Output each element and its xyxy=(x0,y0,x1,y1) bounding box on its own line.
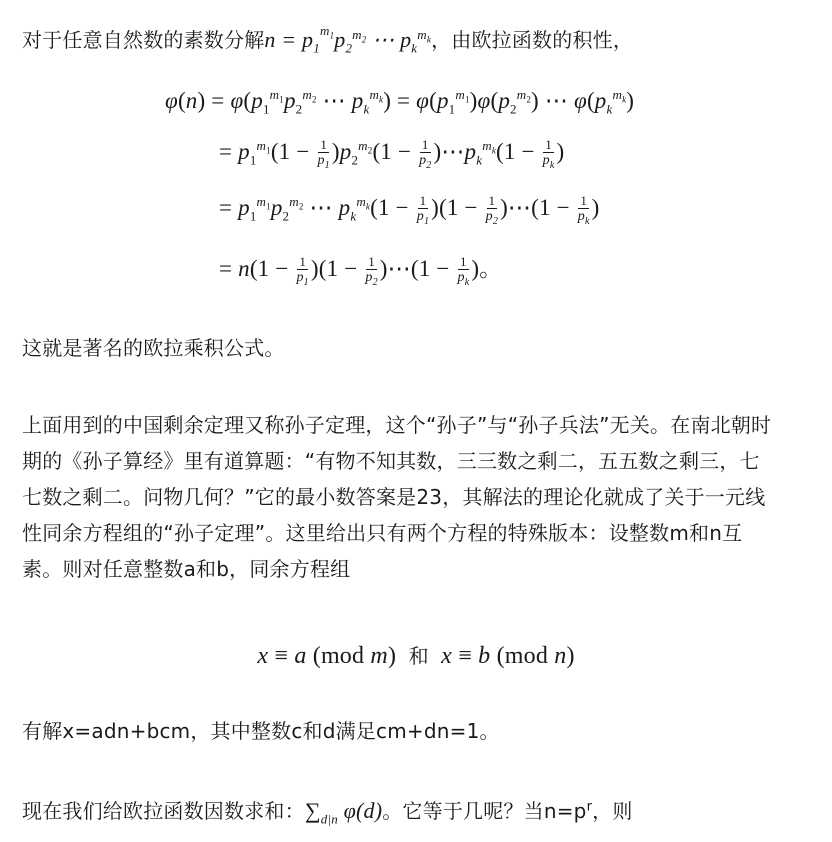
derivation-line-3: = $p_1^{m_1}p_2^{m_2}$ ⋯ $p_k^{m_k}(1$ − $\frac{1}{p_1}$ )(1 − $\frac{1}{p_2}$ )⋯(1 − $\frac{1}{p_k}$ ) xyxy=(219,193,600,227)
crt-paragraph xyxy=(22,407,812,587)
sum-exponent: r xyxy=(586,799,593,815)
crt-line-5: 素。则对任意整数a和b，同余方程组 xyxy=(22,557,351,581)
crt-line-1: 上面用到的中国剩余定理又称孙子定理，这个“孙子”与“孙子兵法”无关。在南北朝时 xyxy=(22,413,772,437)
intro-text-after: ，由欧拉函数的积性， xyxy=(431,28,634,52)
prime-factorization-formula: $n = p_1^{m_1}p_2^{m_2}$ ⋯ $p_k^{m_k}$ xyxy=(264,22,432,56)
derivation-line-4: = n(1 − $\frac{1}{p_1}$ )(1 − $\frac{1}{p_2}$ )⋯(1 − $\frac{1}{p_k}$ )。 xyxy=(219,254,503,289)
sum-text-before: 现在我们给欧拉函数因数求和： xyxy=(22,799,305,823)
congruence-connector: 和 xyxy=(408,644,429,668)
crt-line-2: 期的《孙子算经》里有道算题：“有物不知其数，三三数之剩二，五五数之剩三，七 xyxy=(22,449,760,473)
derivation-line-1: $\varphi(n) = \varphi(p_1^{m_1}p_2^{m_2}$ ⋯ $p_k^{m_k}) = \varphi(p_1^{m_1})\varphi(p_2^{m_2})$ ⋯ $\varphi(p_k^{m_k})$ xyxy=(165,87,635,117)
sum-text-end: ，则 xyxy=(592,799,633,823)
euler-product-sentence: 这就是著名的欧拉乘积公式。 xyxy=(22,336,285,360)
intro-text-before: 对于任意自然数的素数分解 xyxy=(22,28,265,52)
solution-sentence: 有解x=adn+bcm，其中整数c和d满足cm+dn=1。 xyxy=(22,719,500,743)
divisor-sum-formula: $\sum_{d|n}$ φ(d) xyxy=(304,798,383,827)
sum-text-after: 。它等于几呢？当n=p xyxy=(382,799,587,823)
sum-paragraph xyxy=(22,794,812,828)
derivation-line-2: = $p_1^{m_1}(1$ − $\frac{1}{p_1}$ )$p_2^{m_2}(1$ − $\frac{1}{p_2}$ )$\cdots p_k^{m_k}(1$ − $\frac{1}{p_k}$ ) xyxy=(219,137,565,171)
crt-line-3: 七数之剩二。问物几何？”它的最小数答案是23，其解法的理论化就成了关于一元线 xyxy=(22,485,766,509)
intro-paragraph xyxy=(22,23,812,57)
congruence-system: x ≡ a (mod m) 和 x ≡ b (mod n) xyxy=(257,643,575,669)
crt-line-4: 性同余方程组的“孙子定理”。这里给出只有两个方程的特殊版本：设整数m和n互 xyxy=(22,521,743,545)
